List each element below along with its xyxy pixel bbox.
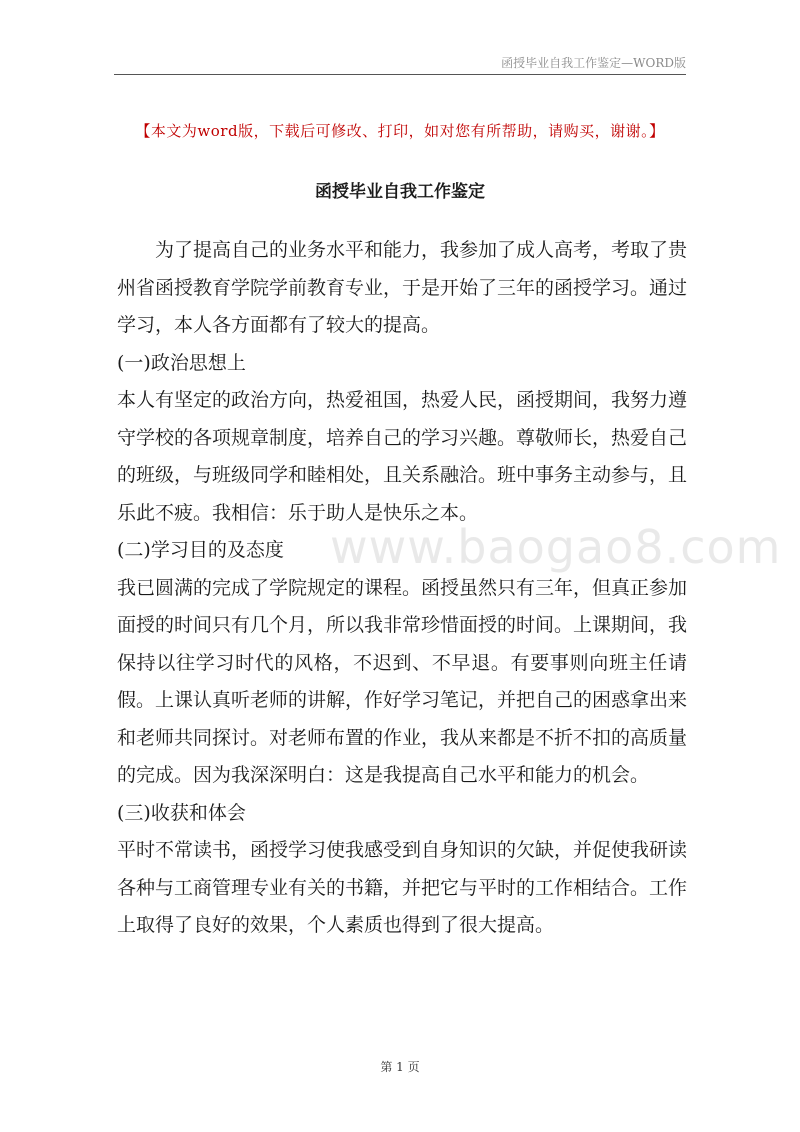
page-header: 函授毕业自我工作鉴定—WORD版 — [501, 56, 686, 70]
word-version-notice: 【本文为word版，下载后可修改、打印，如对您有所帮助，请购买，谢谢。】 — [135, 122, 665, 140]
section-heading: (二)学习目的及态度 — [117, 539, 284, 561]
section-heading: (一)政治思想上 — [117, 351, 246, 374]
document-title: 函授毕业自我工作鉴定 — [315, 182, 485, 202]
section-paragraph: 平时不常读书，函授学习使我感受到自身知识的欠缺，并促使我研读各种与工商管理专业有关的书籍，并把它与平时的工作相结合。工作上取得了良好的效果，个人素质也得到了很大提高。 — [117, 839, 688, 936]
section-paragraph: 本人有坚定的政治方向，热爱祖国，热爱人民，函授期间，我努力遵守学校的各项规章制度，培养自己的学习兴趣。尊敬师长，热爱自己的班级，与班级同学和睦相处，且关系融洽。班中事务主动参与，且乐此不疲。我相信：乐于助人是快乐之本。 — [117, 389, 688, 524]
document-body — [117, 232, 687, 945]
watermark: www.baogao8.com — [330, 520, 782, 574]
header-divider — [114, 74, 686, 75]
section-paragraph: 我已圆满的完成了学院规定的课程。函授虽然只有三年，但真正参加面授的时间只有几个月，所以我非常珍惜面授的时间。上课期间，我保持以往学习时代的风格，不迟到、不早退。有要事则向班主任请假。上课认真听老师的讲解，作好学习笔记，并把自己的困惑拿出来和老师共同探讨。对老师布置的作业，我从来都是不折不扣的高质量的完成。因为我深深明白：这是我提高自己水平和能力的机会。 — [117, 576, 688, 786]
page-number: 第 1 页 — [380, 1060, 420, 1074]
intro-paragraph: 为了提高自己的业务水平和能力，我参加了成人高考，考取了贵州省函授教育学院学前教育专业，于是开始了三年的函授学习。通过学习，本人各方面都有了较大的提高。 — [117, 239, 688, 336]
section-heading: (三)收获和体会 — [117, 801, 246, 824]
